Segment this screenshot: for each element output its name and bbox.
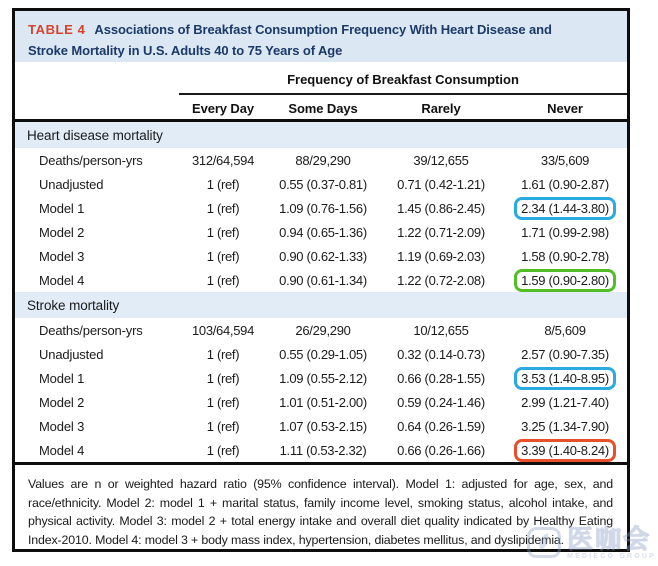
table-row (15, 196, 627, 220)
row-label: Model 2 (39, 394, 85, 410)
value-cell: 0.66 (0.26-1.66) (397, 442, 485, 458)
value-cell: 1.01 (0.51-2.00) (279, 394, 367, 410)
row-label: Unadjusted (39, 346, 104, 362)
value-cell: 0.66 (0.28-1.55) (397, 370, 485, 386)
column-header-every-day: Every Day (192, 101, 254, 116)
value-cell: 0.59 (0.24-1.46) (397, 394, 485, 410)
value-cell: 1 (ref) (206, 370, 240, 386)
value-cell: 2.99 (1.21-7.40) (521, 394, 609, 410)
highlight-box-green: 1.59 (0.90-2.80) (514, 269, 616, 292)
value-cell: 1.19 (0.69-2.03) (397, 248, 485, 264)
value-cell: 0.64 (0.26-1.59) (397, 418, 485, 434)
value-cell: 1.22 (0.71-2.09) (397, 224, 485, 240)
row-label: Model 4 (39, 442, 85, 458)
row-label: Model 1 (39, 200, 85, 216)
value-cell: 1.07 (0.53-2.15) (279, 418, 367, 434)
value-cell: 1 (ref) (206, 248, 240, 264)
table-row (15, 342, 627, 366)
column-header-some-days: Some Days (288, 101, 358, 116)
column-group-header: Frequency of Breakfast Consumption (179, 62, 627, 95)
value-cell (503, 199, 627, 218)
value-cell: 3.25 (1.34-7.90) (521, 418, 609, 434)
table-number-tag: TABLE 4 (28, 22, 86, 37)
value-cell: 33/5,609 (540, 152, 590, 168)
table-title-line2: Stroke Mortality in U.S. Adults 40 to 75 Years of Age (28, 43, 343, 58)
row-label-column-header (15, 95, 179, 117)
row-label: Model 4 (39, 272, 85, 288)
value-cell: 1 (ref) (206, 346, 240, 362)
highlight-box-red: 3.39 (1.40-8.24) (514, 439, 616, 462)
value-cell: 1.45 (0.86-2.45) (397, 200, 485, 216)
value-cell: 1.58 (0.90-2.78) (521, 248, 609, 264)
value-cell: 1 (ref) (206, 224, 240, 240)
value-cell: 39/12,655 (413, 152, 469, 168)
value-cell: 8/5,609 (544, 322, 586, 338)
value-cell: 1 (ref) (206, 176, 240, 192)
table-title (15, 11, 627, 62)
table-row (15, 438, 627, 462)
column-headers (15, 95, 627, 117)
value-cell: 0.90 (0.61-1.34) (279, 272, 367, 288)
value-cell: 1 (ref) (206, 442, 240, 458)
table-row (15, 220, 627, 244)
value-cell: 0.90 (0.62-1.33) (279, 248, 367, 264)
table-row (15, 390, 627, 414)
table-row (15, 318, 627, 342)
value-cell: 1 (ref) (206, 200, 240, 216)
value-cell (503, 369, 627, 388)
value-cell: 88/29,290 (295, 152, 351, 168)
section-label: Heart disease mortality (27, 127, 163, 143)
table-row (15, 414, 627, 438)
table-row (15, 366, 627, 390)
highlight-box-blue: 2.34 (1.44-3.80) (514, 197, 616, 220)
value-cell: 0.55 (0.29-1.05) (279, 346, 367, 362)
value-cell: 1.61 (0.90-2.87) (521, 176, 609, 192)
table-title-line1: Associations of Breakfast Consumption Frequency With Heart Disease and (94, 22, 552, 37)
column-header-zone (15, 62, 627, 122)
row-label: Deaths/person-yrs (39, 152, 143, 168)
value-cell: 1.11 (0.53-2.32) (279, 442, 367, 458)
value-cell: 1.09 (0.55-2.12) (279, 370, 367, 386)
value-cell: 0.94 (0.65-1.36) (279, 224, 367, 240)
row-label: Model 3 (39, 248, 85, 264)
highlight-box-blue: 3.53 (1.40-8.95) (514, 367, 616, 390)
table-body (15, 122, 627, 462)
row-label: Model 2 (39, 224, 85, 240)
value-cell: 1 (ref) (206, 272, 240, 288)
row-label: Model 3 (39, 418, 85, 434)
section-header-row (15, 292, 627, 318)
row-label: Model 1 (39, 370, 85, 386)
value-cell: 312/64,594 (191, 152, 255, 168)
value-cell: 0.32 (0.14-0.73) (397, 346, 485, 362)
row-label: Unadjusted (39, 176, 104, 192)
watermark-cn-text: 医咖会 (567, 524, 652, 554)
value-cell (503, 271, 627, 290)
value-cell: 103/64,594 (191, 322, 255, 338)
value-cell: 1.71 (0.99-2.98) (521, 224, 609, 240)
section-label: Stroke mortality (27, 297, 120, 313)
table-row (15, 244, 627, 268)
value-cell: 10/12,655 (413, 322, 469, 338)
value-cell: 0.71 (0.42-1.21) (397, 176, 485, 192)
value-cell: 1.09 (0.76-1.56) (279, 200, 367, 216)
table-row (15, 268, 627, 292)
table-footnote: Values are n or weighted hazard ratio (95% confidence interval). Model 1: adjusted for age, sex, and race/ethnicity. Model 2: model 1 + marital status, family income level, smoking status, alcohol intake, and physical activity. Model 3: model 2 + total energy intake and overall diet quality indicated by Healthy Eating Index-2010. Model 4: model 3 + body mass index, hypertension, diabetes mellitus, and dyslipidemia. (15, 462, 627, 549)
watermark-en-text: MEDIECO GROUP (567, 553, 656, 560)
section-header-row (15, 122, 627, 148)
value-cell (503, 441, 627, 460)
value-cell: 1.22 (0.72-2.08) (397, 272, 485, 288)
table-row (15, 148, 627, 172)
table-row (15, 172, 627, 196)
column-header-never: Never (547, 101, 583, 116)
column-header-rarely: Rarely (421, 101, 461, 116)
table-frame (12, 8, 630, 552)
row-label: Deaths/person-yrs (39, 322, 143, 338)
value-cell: 2.57 (0.90-7.35) (521, 346, 609, 362)
value-cell: 0.55 (0.37-0.81) (279, 176, 367, 192)
value-cell: 1 (ref) (206, 394, 240, 410)
value-cell: 26/29,290 (295, 322, 351, 338)
value-cell: 1 (ref) (206, 418, 240, 434)
